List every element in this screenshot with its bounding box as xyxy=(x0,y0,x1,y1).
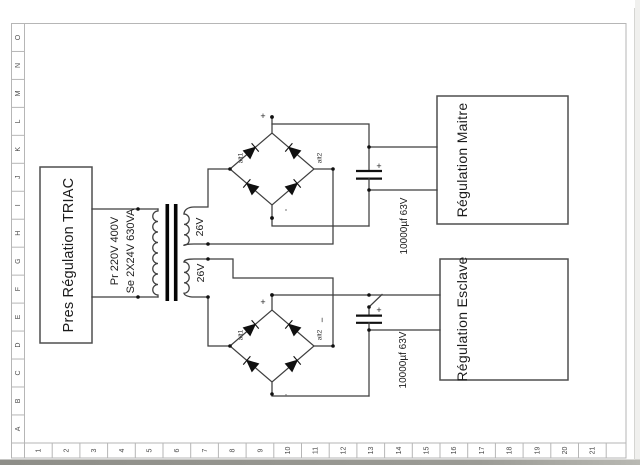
scan-right-margin xyxy=(635,0,640,465)
ruler-letter: G xyxy=(15,258,23,264)
ruler-letter: E xyxy=(15,314,23,320)
ruler-number: 21 xyxy=(589,446,597,455)
ruler-letter: A xyxy=(15,426,23,432)
ruler-number: 14 xyxy=(395,446,403,455)
ruler-number: 4 xyxy=(118,448,126,453)
ruler-number: 9 xyxy=(257,448,265,453)
capacitor1-plus-mark: + xyxy=(376,161,382,171)
master-box-label: Régulation Maitre xyxy=(454,102,470,218)
core-bar-right xyxy=(174,204,178,301)
winding2-voltage-label: 26V xyxy=(195,263,207,283)
ruler-number: 5 xyxy=(146,448,154,453)
bridge2-ac2-label: alt2 xyxy=(316,329,324,341)
ruler-number: 20 xyxy=(562,446,570,455)
ruler-letter: M xyxy=(15,90,23,97)
secondary-spec-label: Se 2X24V 630VA xyxy=(125,208,137,294)
ruler-number: 16 xyxy=(451,446,459,455)
capacitor1-value-label: 10000µf 63V xyxy=(399,197,410,255)
ruler-letter: I xyxy=(15,204,23,207)
primary-spec-label: Pr 220V 400V xyxy=(109,216,121,286)
capacitor2-value-label: 10000µf 63V xyxy=(398,331,409,389)
ruler-number: 13 xyxy=(368,446,376,455)
core-bar-left xyxy=(166,204,170,301)
ruler-letter: B xyxy=(15,398,23,404)
ruler-number: 2 xyxy=(63,448,71,453)
ruler-number: 6 xyxy=(174,448,182,453)
ruler-letter: L xyxy=(15,119,23,124)
ruler-number: 12 xyxy=(340,446,348,455)
ruler-number: 15 xyxy=(423,446,431,455)
ruler-letter: D xyxy=(15,342,23,348)
bridge2-ac1-label: alt1 xyxy=(237,329,245,341)
bridge1-ac1-label: alt1 xyxy=(237,152,245,164)
capacitor2-plus-mark: + xyxy=(376,305,382,315)
ruler-number: 11 xyxy=(312,446,320,455)
ruler-letter: J xyxy=(15,175,23,180)
winding1-voltage-label: 26V xyxy=(194,217,206,237)
ruler-number: 8 xyxy=(229,448,237,453)
triac-box-label: Pres Régulation TRIAC xyxy=(61,177,77,333)
ruler-number: 19 xyxy=(534,446,542,455)
ruler-number: 10 xyxy=(285,446,293,455)
slave-box-label: Régulation Esclave xyxy=(454,256,470,382)
ruler-letter: C xyxy=(15,370,23,376)
ruler-letter: N xyxy=(15,62,23,68)
ruler-number: 1 xyxy=(35,448,43,453)
ruler-letter: F xyxy=(15,286,23,292)
ruler-number: 3 xyxy=(91,448,99,453)
ruler-number: 18 xyxy=(506,446,514,455)
bridge2-plus-mark: + xyxy=(260,297,266,307)
capacitor2-minus-mark: − xyxy=(317,317,327,323)
ruler-number: 7 xyxy=(201,448,209,453)
ruler-number: 17 xyxy=(478,446,486,455)
ruler-letter: K xyxy=(15,146,23,152)
scan-bottom-shadow xyxy=(0,460,640,465)
ruler-letter: H xyxy=(15,230,23,236)
bridge1-plus-mark: + xyxy=(260,111,266,121)
ruler-letter: O xyxy=(15,34,23,41)
bridge1-ac2-label: alt2 xyxy=(316,152,324,164)
